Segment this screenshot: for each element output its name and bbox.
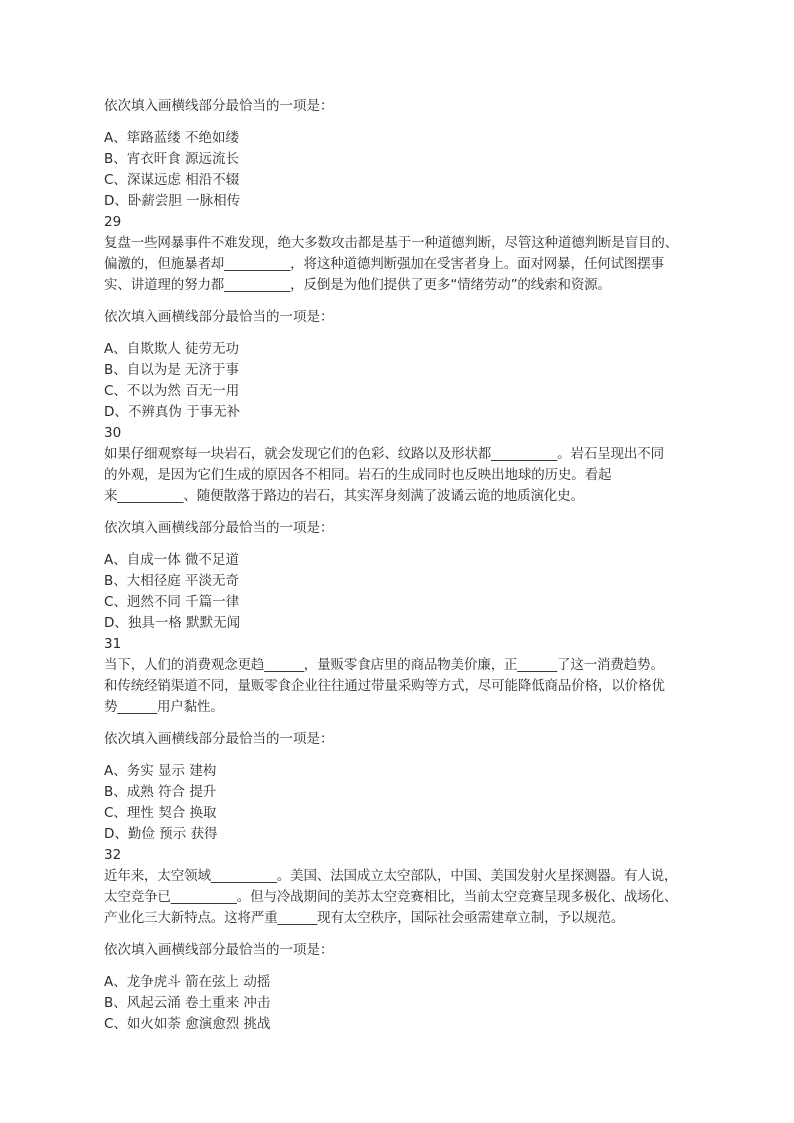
question-block-29 — [104, 212, 704, 423]
option-c: C、理性 契合 换取 — [104, 805, 217, 821]
question-block-32 — [104, 845, 704, 1035]
question-block-30 — [104, 423, 704, 634]
option-a: A、筚路蓝缕 不绝如缕 — [104, 130, 240, 146]
option-list — [104, 972, 704, 1035]
question-prompt: 依次填入画横线部分最恰当的一项是： — [104, 731, 334, 747]
option-b: B、大相径庭 平淡无奇 — [104, 573, 240, 589]
stem-line: 当下，人们的消费观念更趋______，量贩零食店里的商品物美价廉，正______了这一消费趋势。 — [104, 657, 664, 673]
option-a: A、龙争虎斗 箭在弦上 动摇 — [104, 974, 271, 990]
stem-line: 和传统经销渠道不同，量贩零食企业往往通过带量采购等方式，尽可能降低商品价格，以价格优 — [104, 678, 665, 694]
option-c: C、迥然不同 千篇一律 — [104, 594, 240, 610]
stem-line: 偏激的，但施暴者却__________，将这种道德判断强加在受害者身上。面对网暴，任何试图摆事 — [104, 256, 664, 272]
option-c: C、不以为然 百无一用 — [104, 383, 240, 399]
stem-line: 复盘一些网暴事件不难发现，绝大多数攻击都是基于一种道德判断，尽管这种道德判断是盲目的、 — [104, 235, 679, 251]
option-a: A、自欺欺人 徒劳无功 — [104, 341, 240, 357]
option-d: D、独具一格 默默无闻 — [104, 615, 241, 631]
option-a: A、自成一体 微不足道 — [104, 552, 240, 568]
option-list — [104, 550, 704, 634]
option-list — [104, 761, 704, 845]
question-page — [104, 96, 704, 1035]
option-b: B、自以为是 无济于事 — [104, 362, 240, 378]
option-d: D、勤俭 预示 获得 — [104, 826, 218, 842]
stem-line: 近年来，太空领域__________。美国、法国成立太空部队，中国、美国发射火星探测器。有人说， — [104, 868, 678, 884]
stem-line: 如果仔细观察每一块岩石，就会发现它们的色彩、纹路以及形状都__________。岩石呈现出不同 — [104, 446, 664, 462]
question-number: 31 — [104, 636, 122, 652]
question-stem — [104, 444, 704, 507]
question-block-31 — [104, 634, 704, 845]
option-b: B、宵衣旰食 源远流长 — [104, 151, 240, 167]
question-stem — [104, 655, 704, 718]
stem-line: 实、讲道理的努力都__________，反倒是为他们提供了更多“情绪劳动”的线索和资源。 — [104, 277, 611, 293]
option-d: D、不辨真伪 于事无补 — [104, 404, 241, 420]
question-prompt: 依次填入画横线部分最恰当的一项是： — [104, 98, 334, 114]
option-list — [104, 339, 704, 423]
stem-line: 的外观，是因为它们生成的原因各不相同。岩石的生成同时也反映出地球的历史。看起 — [104, 467, 612, 483]
question-prompt: 依次填入画横线部分最恰当的一项是： — [104, 942, 334, 958]
option-list — [104, 128, 704, 212]
question-stem — [104, 866, 704, 929]
stem-line: 势______用户黏性。 — [104, 699, 224, 715]
question-number: 29 — [104, 214, 122, 230]
question-block-28 — [104, 96, 704, 212]
stem-line: 产业化三大新特点。这将严重______现有太空秩序，国际社会亟需建章立制，予以规范。 — [104, 910, 625, 926]
option-c: C、如火如荼 愈演愈烈 挑战 — [104, 1016, 271, 1032]
option-a: A、务实 显示 建构 — [104, 763, 217, 779]
option-d: D、卧薪尝胆 一脉相传 — [104, 193, 241, 209]
stem-line: 来__________、随便散落于路边的岩石，其实浑身刻满了波谲云诡的地质演化史。 — [104, 488, 584, 504]
question-prompt: 依次填入画横线部分最恰当的一项是： — [104, 309, 334, 325]
option-b: B、风起云涌 卷土重来 冲击 — [104, 995, 271, 1011]
question-number: 30 — [104, 425, 122, 441]
question-prompt: 依次填入画横线部分最恰当的一项是： — [104, 520, 334, 536]
stem-line: 太空竞争已__________。但与冷战期间的美苏太空竞赛相比，当前太空竞赛呈现多极化、战场化、 — [104, 889, 678, 905]
option-c: C、深谋远虑 相沿不辍 — [104, 172, 240, 188]
question-number: 32 — [104, 847, 122, 863]
option-b: B、成熟 符合 提升 — [104, 784, 217, 800]
question-stem — [104, 233, 704, 296]
